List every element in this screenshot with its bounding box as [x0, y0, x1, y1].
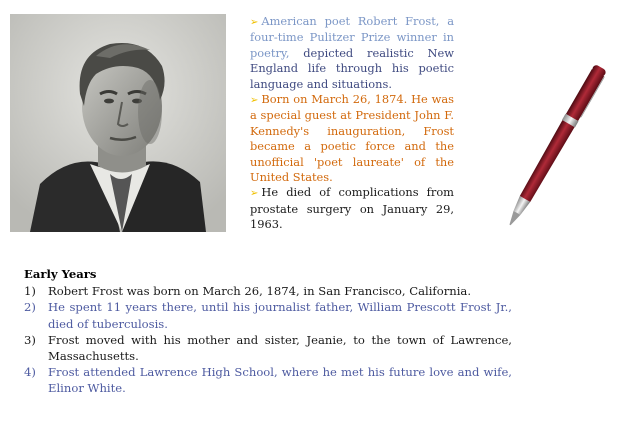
list-number: 3) — [24, 332, 36, 347]
bullet-died — [250, 185, 454, 232]
section-heading: Early Years — [24, 267, 97, 281]
list-item-text: He spent 11 years there, until his journalist father, William Prescott Frost Jr., died of tuberculosis. — [48, 300, 512, 331]
early-years-section — [24, 266, 512, 397]
list-item — [24, 283, 512, 299]
list-number: 2) — [24, 300, 36, 315]
bullet-arrow-icon: ➢ — [250, 17, 259, 28]
list-item — [24, 299, 512, 331]
list-item-text: Frost moved with his mother and sister, Jeanie, to the town of Lawrence, Massachusetts. — [48, 332, 512, 364]
bullet-text: He died of complications from prostate surgery on January 29, 1963. — [250, 185, 454, 232]
bullet-text: Born on March 26, 1874. He was a special guest at President John F. Kennedy's inauguration, Frost became a poetic force and the unofficial 'poet laureate' of the United States. — [250, 92, 454, 185]
list-item-text: Frost attended Lawrence High School, where he met his future love and wife, Elinor White. — [48, 365, 512, 396]
list-item — [24, 364, 512, 396]
pen-icon — [490, 52, 620, 242]
list-number: 4) — [24, 365, 36, 380]
bullet-text: depicted realistic New England life through his poetic language and situations. — [250, 45, 454, 91]
bullet-arrow-icon: ➢ — [250, 95, 259, 107]
list-number: 1) — [24, 284, 36, 299]
list-item — [24, 332, 512, 364]
list-item-text: Robert Frost was born on March 26, 1874, in San Francisco, California. — [48, 284, 472, 299]
robert-frost-portrait — [10, 14, 226, 232]
biography-bullets — [250, 14, 454, 233]
bullet-born — [250, 92, 454, 185]
bullet-arrow-icon: ➢ — [250, 188, 259, 200]
early-years-list — [24, 283, 512, 396]
bullet-text: American poet Robert Frost, a four-time Pulitzer Prize winner in poetry, — [250, 14, 454, 60]
bullet-pulitzer — [250, 14, 454, 92]
